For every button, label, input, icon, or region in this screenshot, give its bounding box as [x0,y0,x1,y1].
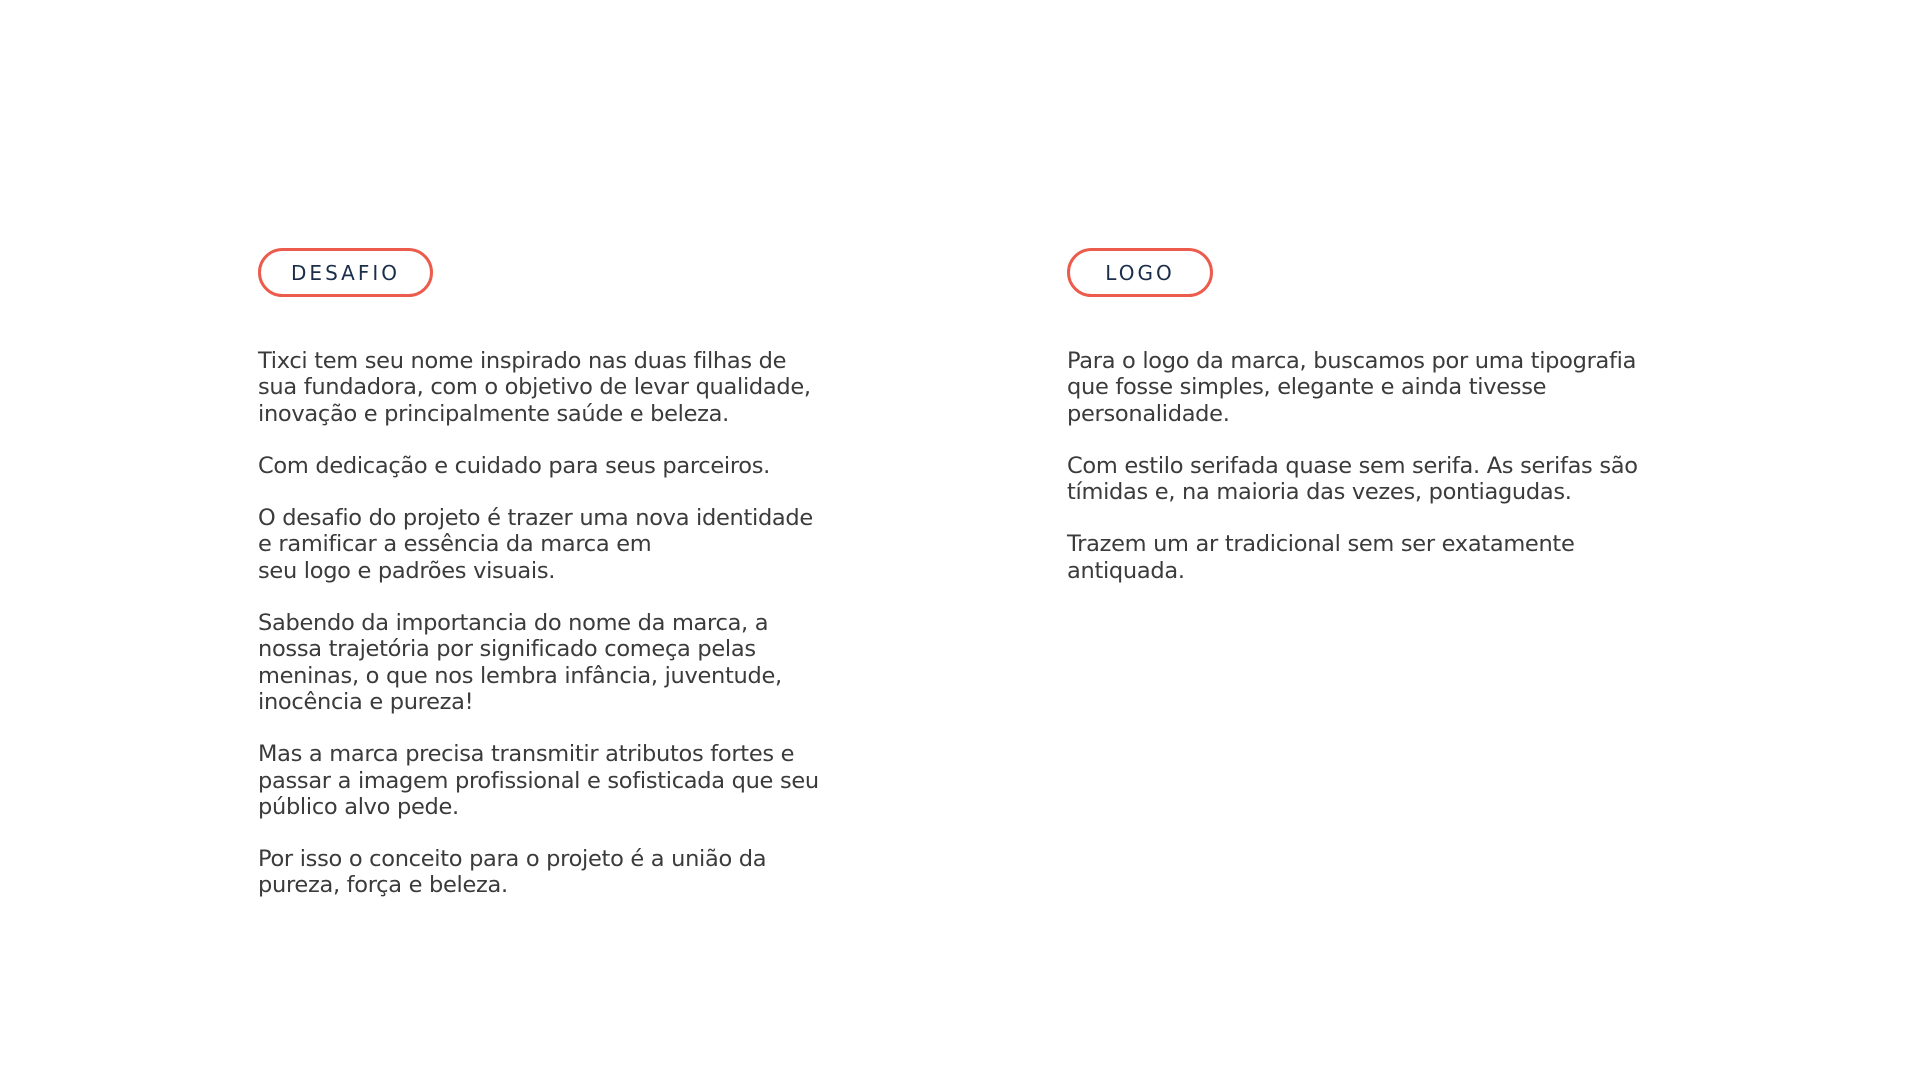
logo-paragraph-1: Para o logo da marca, buscamos por uma tipografia que fosse simples, elegante e ainda tivesse personalidade. [1067,348,1637,427]
desafio-paragraph-2: Com dedicação e cuidado para seus parceiros. [258,452,771,479]
desafio-paragraph-1: Tixci tem seu nome inspirado nas duas filhas de sua fundadora, com o objetivo de levar qualidade, inovação e principalmente saúde e beleza. [258,348,811,427]
desafio-paragraph-3: O desafio do projeto é trazer uma nova identidade e ramificar a essência da marca em seu logo e padrões visuais. [258,505,813,584]
desafio-paragraph-4: Sabendo da importancia do nome da marca, a nossa trajetória por significado começa pelas meninas, o que nos lembra infância, juventude, inocência e pureza! [258,610,782,715]
desafio-paragraph-5: Mas a marca precisa transmitir atributos fortes e passar a imagem profissional e sofisticada que seu público alvo pede. [258,741,819,820]
logo-paragraph-2: Com estilo serifada quase sem serifa. As serifas são tímidas e, na maioria das vezes, pontiagudas. [1067,452,1638,506]
desafio-text [258,348,858,899]
logo-paragraph-3: Trazem um ar tradicional sem ser exatamente antiquada. [1067,531,1575,584]
desafio-paragraph-6: Por isso o conceito para o projeto é a união da pureza, força e beleza. [258,846,767,899]
logo-section [1067,248,1687,610]
logo-text [1067,348,1687,584]
desafio-label-pill: DESAFIO [258,248,433,297]
desafio-section [258,248,858,925]
logo-label-pill: LOGO [1067,248,1213,297]
